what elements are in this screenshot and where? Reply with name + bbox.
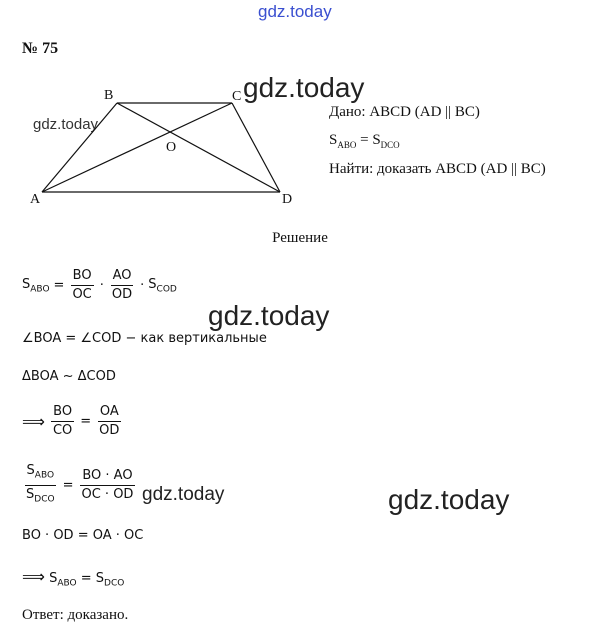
problem-number: № 75 — [22, 40, 59, 57]
point-label-d: D — [282, 192, 293, 207]
trapezoid-lines — [42, 103, 280, 192]
point-label-b: B — [104, 88, 114, 103]
step-1: $S_{ABO}$ = $\frac{BO}{OC}$ · $\frac{AO}{OD}$ · $S_{COD}$ — [22, 268, 177, 302]
point-label-c: C — [232, 89, 242, 104]
side-ab — [42, 103, 117, 192]
watermark-diagram: gdz.today — [243, 72, 365, 103]
watermark-right: gdz.today — [388, 484, 510, 515]
step-2: ∠BOA = ∠COD − как вертикальные — [22, 331, 267, 346]
watermark-inline: gdz.today — [142, 484, 225, 505]
given-line-1: Дано: ABCD (AD || BC) — [329, 104, 480, 120]
step-7: ⟹ $S_{ABO} = S_{DCO}$ — [22, 567, 125, 589]
step-6: BO · OD = OA · OC — [22, 528, 144, 543]
given-line-3: Найти: доказать ABCD (AD || BC) — [329, 161, 546, 177]
given-line-2: $S_{ABO} = S_{DCO}$ — [329, 132, 400, 150]
point-label-o: O — [166, 140, 177, 155]
step-3: ΔBOA ~ ΔCOD — [22, 369, 116, 384]
diagonal-ac — [42, 103, 232, 192]
answer: Ответ: доказано. — [22, 607, 129, 623]
solution-heading: Решение — [272, 230, 328, 246]
step-5: $\frac{S_{ABO}}{S_{DCO}}$ = $\frac{BO \cdot AO}{OC \cdot OD}$ — [26, 463, 134, 505]
watermark-top: gdz.today — [258, 2, 332, 21]
step-4: ⟹ $\frac{BO}{CO}$ = $\frac{OA}{OD}$ — [22, 404, 120, 438]
point-label-a: A — [30, 192, 41, 207]
watermark-diagram-small: gdz.today — [33, 116, 99, 133]
watermark-middle: gdz.today — [208, 300, 330, 331]
